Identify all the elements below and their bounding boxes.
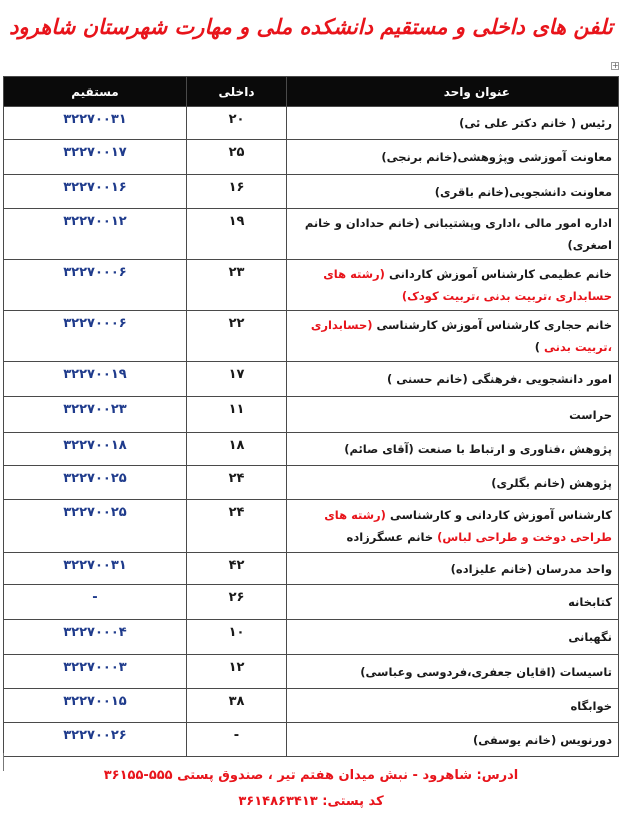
header-internal: داخلی <box>187 77 287 107</box>
table-move-handle-icon[interactable]: + <box>612 61 619 70</box>
unit-title-text: پژوهش ،فناوری و ارتباط با صنعت (آقای صائم) <box>344 442 612 456</box>
internal-extension: ۲۵ <box>187 140 287 175</box>
direct-number: ۳۲۲۷۰۰۲۶ <box>4 723 187 757</box>
table-row <box>4 655 619 689</box>
header-title: عنوان واحد <box>287 77 619 107</box>
table-row <box>4 553 619 585</box>
unit-title <box>287 655 619 689</box>
unit-title <box>287 260 619 311</box>
unit-title-text: واحد مدرسان (خانم علیزاده) <box>450 561 612 576</box>
unit-title-text: حراست <box>569 407 612 422</box>
internal-extension: ۲۳ <box>187 260 287 311</box>
unit-title <box>287 209 619 260</box>
unit-title-text: کتابخانه <box>568 595 612 609</box>
direct-number: ۳۲۲۷۰۰۱۹ <box>4 362 187 397</box>
internal-extension: ۱۹ <box>187 209 287 260</box>
unit-title <box>287 585 619 620</box>
internal-extension: ۱۸ <box>187 433 287 466</box>
internal-extension: ۲۴ <box>187 500 287 553</box>
table-row <box>4 620 619 655</box>
direct-number: ۳۲۲۷۰۰۳۱ <box>4 553 187 585</box>
table-row <box>4 107 619 140</box>
internal-extension: ۲۶ <box>187 585 287 620</box>
direct-number: ۳۲۲۷۰۰۲۳ <box>4 397 187 433</box>
direct-number: ۳۲۲۷۰۰۱۵ <box>4 689 187 723</box>
direct-number: ۳۲۲۷۰۰۰۶ <box>4 260 187 311</box>
unit-title <box>287 175 619 209</box>
unit-title-text: معاونت آموزشی وپژوهشی(خانم برنجی) <box>381 150 612 164</box>
internal-extension: ۱۶ <box>187 175 287 209</box>
unit-title <box>287 397 619 433</box>
internal-extension: ۲۰ <box>187 107 287 140</box>
unit-title-text: تاسیسات (اقایان جعفری،فردوسی وعباسی) <box>360 664 612 679</box>
direct-number: ۳۲۲۷۰۰۱۸ <box>4 433 187 466</box>
internal-extension: ۱۰ <box>187 620 287 655</box>
unit-title-text: رئیس ( خانم دکتر علی ئی) <box>459 116 612 130</box>
unit-title-text: کارشناس آموزش کاردانی و کارشناسی <box>385 508 612 522</box>
internal-extension: - <box>187 723 287 757</box>
unit-title <box>287 107 619 140</box>
direct-number: ۳۲۲۷۰۰۱۷ <box>4 140 187 175</box>
table-row <box>4 260 619 311</box>
unit-title-tail: خانم عسگرزاده <box>346 530 438 544</box>
footer-postal-code: کد پستی: ۳۶۱۴۸۶۳۴۱۳ <box>238 794 384 809</box>
unit-title <box>287 140 619 175</box>
direct-number: ۳۲۲۷۰۰۱۶ <box>4 175 187 209</box>
unit-title <box>287 723 619 757</box>
table-row <box>4 433 619 466</box>
unit-title-text: خوابگاه <box>570 698 612 713</box>
unit-title <box>287 311 619 362</box>
phone-table <box>3 76 619 757</box>
table-row <box>4 466 619 500</box>
table-header-row <box>4 77 619 107</box>
unit-title-fields: (رشته های طراحی دوخت و طراحی لباس) <box>324 508 612 544</box>
internal-extension: ۱۲ <box>187 655 287 689</box>
header-direct: مستقیم <box>4 77 187 107</box>
unit-title-text: معاونت دانشجویی(خانم باقری) <box>434 184 612 199</box>
table-row <box>4 175 619 209</box>
internal-extension: ۱۱ <box>187 397 287 433</box>
direct-number: ۳۲۲۷۰۰۰۶ <box>4 311 187 362</box>
table-row <box>4 689 619 723</box>
table-row <box>4 362 619 397</box>
table-row <box>4 397 619 433</box>
direct-number: ۳۲۲۷۰۰۰۳ <box>4 655 187 689</box>
page-title: تلفن های داخلی و مستقیم دانشکده ملی و مهارت شهرستان شاهرود <box>9 14 613 39</box>
table-row <box>4 140 619 175</box>
table-row <box>4 311 619 362</box>
footer-address: ادرس: شاهرود - نبش میدان هفتم تیر ، صندوق پستی ۵۵۵-۳۶۱۵۵ <box>103 768 519 783</box>
table-row <box>4 585 619 620</box>
unit-title-text: خانم عظیمی کارشناس آموزش کاردانی <box>384 267 612 281</box>
unit-title-text: امور دانشجویی ،فرهنگی (خانم حسنی ) <box>386 372 612 386</box>
unit-title-tail: ) <box>534 340 545 354</box>
unit-title-text: اداره امور مالی ،اداری وپشتیبانی (خانم حدادان و خانم اصغری) <box>304 216 612 252</box>
unit-title <box>287 689 619 723</box>
table-row <box>4 500 619 553</box>
unit-title-fields: (حسابداری ،تربیت بدنی <box>310 318 612 354</box>
internal-extension: ۲۲ <box>187 311 287 362</box>
unit-title-text: پژوهش (خانم بگلری) <box>491 475 612 490</box>
direct-number: ۳۲۲۷۰۰۳۱ <box>4 107 187 140</box>
internal-extension: ۱۷ <box>187 362 287 397</box>
direct-number: ۳۲۲۷۰۰۱۲ <box>4 209 187 260</box>
internal-extension: ۴۲ <box>187 553 287 585</box>
direct-number: - <box>4 585 187 620</box>
unit-title-text: خانم حجاری کارشناس آموزش کارشناسی <box>372 318 612 332</box>
direct-number: ۳۲۲۷۰۰۲۵ <box>4 500 187 553</box>
unit-title-fields: (رشته های حسابداری ،تربیت بدنی ،تربیت کودک) <box>323 267 612 303</box>
unit-title <box>287 500 619 553</box>
unit-title <box>287 362 619 397</box>
unit-title <box>287 553 619 585</box>
direct-number: ۳۲۲۷۰۰۲۵ <box>4 466 187 500</box>
unit-title-text: دورنویس (خانم یوسفی) <box>473 732 612 747</box>
table-row <box>4 723 619 757</box>
unit-title <box>287 433 619 466</box>
internal-extension: ۲۴ <box>187 466 287 500</box>
internal-extension: ۳۸ <box>187 689 287 723</box>
unit-title-text: نگهبانی <box>568 630 612 644</box>
unit-title <box>287 466 619 500</box>
direct-number: ۳۲۲۷۰۰۰۴ <box>4 620 187 655</box>
table-row <box>4 209 619 260</box>
unit-title <box>287 620 619 655</box>
